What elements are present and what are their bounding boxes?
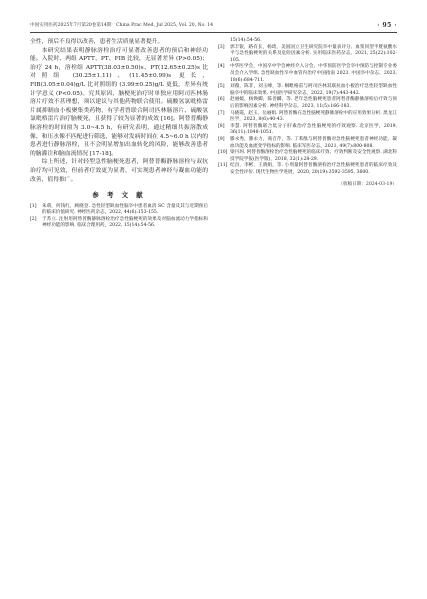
reference-number: [6] bbox=[218, 97, 225, 103]
reference-text: 中华医学会，中国卒中学会神经介入分会，中华预防医学会卒中预防与控制专业委员会介入学组. 急性缺血性卒中血管内治疗中国指南 2023. 中国卒中杂志，2023, 18(6):684-711. bbox=[230, 64, 397, 83]
header-rule bbox=[30, 32, 397, 33]
body-paragraph: 全性，预后不良得以改善，患者生活质量显著提升。 bbox=[30, 39, 164, 45]
body-paragraph: 综上所述，针对轻型急性脑梗死患者，阿替普酶静脉溶栓与双抗治疗均可见效，但前者疗效更为显著，可实现患者神经与凝血功能的改善，值得推广。 bbox=[30, 159, 208, 183]
reference-text: 15(14):54-56. bbox=[230, 38, 262, 43]
journal-info: 中国实用医药2025年7月第20卷第14期 China Prac Med, Jul 2025, Vol. 20, No. 14 bbox=[30, 23, 214, 28]
references-heading: 参 考 文 献 bbox=[92, 191, 146, 200]
reference-item bbox=[30, 217, 208, 230]
reference-item bbox=[218, 124, 397, 137]
reference-number: [4] bbox=[218, 64, 225, 70]
reference-item bbox=[30, 204, 208, 217]
reference-number: [9] bbox=[218, 136, 225, 142]
reference-item bbox=[218, 150, 397, 163]
reference-number: [3] bbox=[218, 44, 225, 50]
reference-number: [1] bbox=[30, 203, 37, 209]
reference-number: [8] bbox=[218, 123, 225, 129]
reference-text: 滕永秀，滕永力，商召芹，等. 丁苯酞与阿替普酶对急性脑梗死患者神经功能、凝血功能及血流变学指标的影响. 临床军医杂志，2021, 49(7):800-808. bbox=[230, 136, 397, 149]
reference-number: [2] bbox=[30, 216, 37, 222]
reference-text: 于苏立. 注射用阿替普酶静脉溶栓治疗急性脑梗死的效果及对脑血流动力学指标和神经功能的影响. 临床合理用药，2022, 15(14):54-56. bbox=[42, 216, 208, 229]
reference-number: [10] bbox=[218, 150, 228, 156]
received-date: （收稿日期：2024-03-19） bbox=[338, 182, 397, 188]
reference-text: 郭丰银，路有长，杨琦，美国国立卫生研究院卒中量表评分、血浆同型半胱氨酸水平与急性脑梗死的关系及危险因素分析. 实用临床医药杂志，2021, 25(22):102-105. bbox=[230, 44, 397, 63]
reference-text: 赵丽媛，杨焕卿，陈善麟，等. 老年急性脑梗死患者阿替普酶静脉溶栓后疗效与预后的影响因素分析. 神经科学杂志，2023, 11(5):166-183. bbox=[230, 97, 397, 109]
body-paragraph: 本研究结果表明静脉溶栓治疗可显著改善患者的预后和神经功能。入院时、两组 APTT、PT、FIB 比较，无显著差异 (P>0.05)；治疗 24 h，溶栓组 APTT(38.03±0.50)s、PT(12.65±0.25)s 比对照组 (30.25±1.11)、(11.45±0.99)s 更长，FIB(3.05±0.04)g/L 比对照组的 (3.99±0.25)g/L 更低，差异有统计学意义 (P<0.05)。究其原因，脑梗死治疗时单独应用阿司匹林肠溶片疗效不甚理想，须以建议与其他药物联合使用。硫酸氢氯吡格雷片属抑制血小板聚集类药物，有学者曾联合阿司匹林肠溶片、硫酸氢氯吡格雷片治疗脑梗死，且获得了较为显著的成效 [16]。阿替普酶静脉溶栓的时间窗为 3.0~4.5 h，有研究表明，通过精细共振溶散成像，和压水像不匹配进行筛选，能够对发病时间在 4.5~6.0 h 以内的患者进行静脉溶栓，且不会明显增加出血转化的风险，能够改善患者的脑灌注和脑血流情况 [17-18]。 bbox=[30, 47, 208, 157]
reference-item bbox=[218, 45, 397, 65]
reference-number: [7] bbox=[218, 110, 225, 116]
reference-item bbox=[218, 97, 397, 110]
reference-text: 纪昌，李彬，王晓娟，等. 小剂量阿替普酶溶栓治疗急性脑梗死患者的临床疗效及安全性评价. 现代生物医学进展，2020, 20(19):3592-3595, 3600. bbox=[230, 163, 397, 175]
reference-text: 李慧. 阿替普酶联合低分子肝素治疗急性脑梗死的疗效观察. 北京医学，2019, 36(11):1048-1051. bbox=[230, 123, 397, 136]
reference-number: [11] bbox=[218, 163, 228, 169]
running-header bbox=[30, 20, 397, 32]
reference-text: 马晓霞，赵玉，岳丽娟. 阿替普酶在急性脑梗死静脉溶栓中的应用效果分析. 黑龙江医学，2023, 8(6):40-43. bbox=[230, 110, 397, 123]
reference-item bbox=[218, 111, 397, 124]
left-column bbox=[30, 38, 208, 230]
reference-item bbox=[218, 163, 397, 176]
page-number: · 95 · bbox=[377, 22, 397, 29]
reference-item bbox=[218, 137, 397, 150]
right-column bbox=[218, 38, 397, 189]
reference-text: 刘薇，陈非，刘玉峰，等. 桐毗格雷与阿司匹林双联抗血小板治疗急性轻型缺血性脑卒中的临床效果. 中国医学研究杂志，2022, 19(7):443-442. bbox=[230, 84, 397, 96]
reference-item bbox=[218, 64, 397, 84]
reference-number: [5] bbox=[218, 84, 225, 90]
reference-text: 朱萌，何钱红，顾晓登. 急性轻型缺血性脑卒中患者血清 SC 含量及其与近期预后的临床价值研究. 神经医药杂志，2022, 44(6):153-155. bbox=[42, 203, 208, 216]
reference-item bbox=[218, 38, 397, 45]
reference-item bbox=[218, 84, 397, 97]
reference-text: 梁丹珂. 阿替普酶溶栓治疗急性脑梗死的临床疗效、疗效判断及安全性观察. 湖北科技学院学报(医学版)，2018, 32(1):28-29. bbox=[230, 150, 397, 162]
